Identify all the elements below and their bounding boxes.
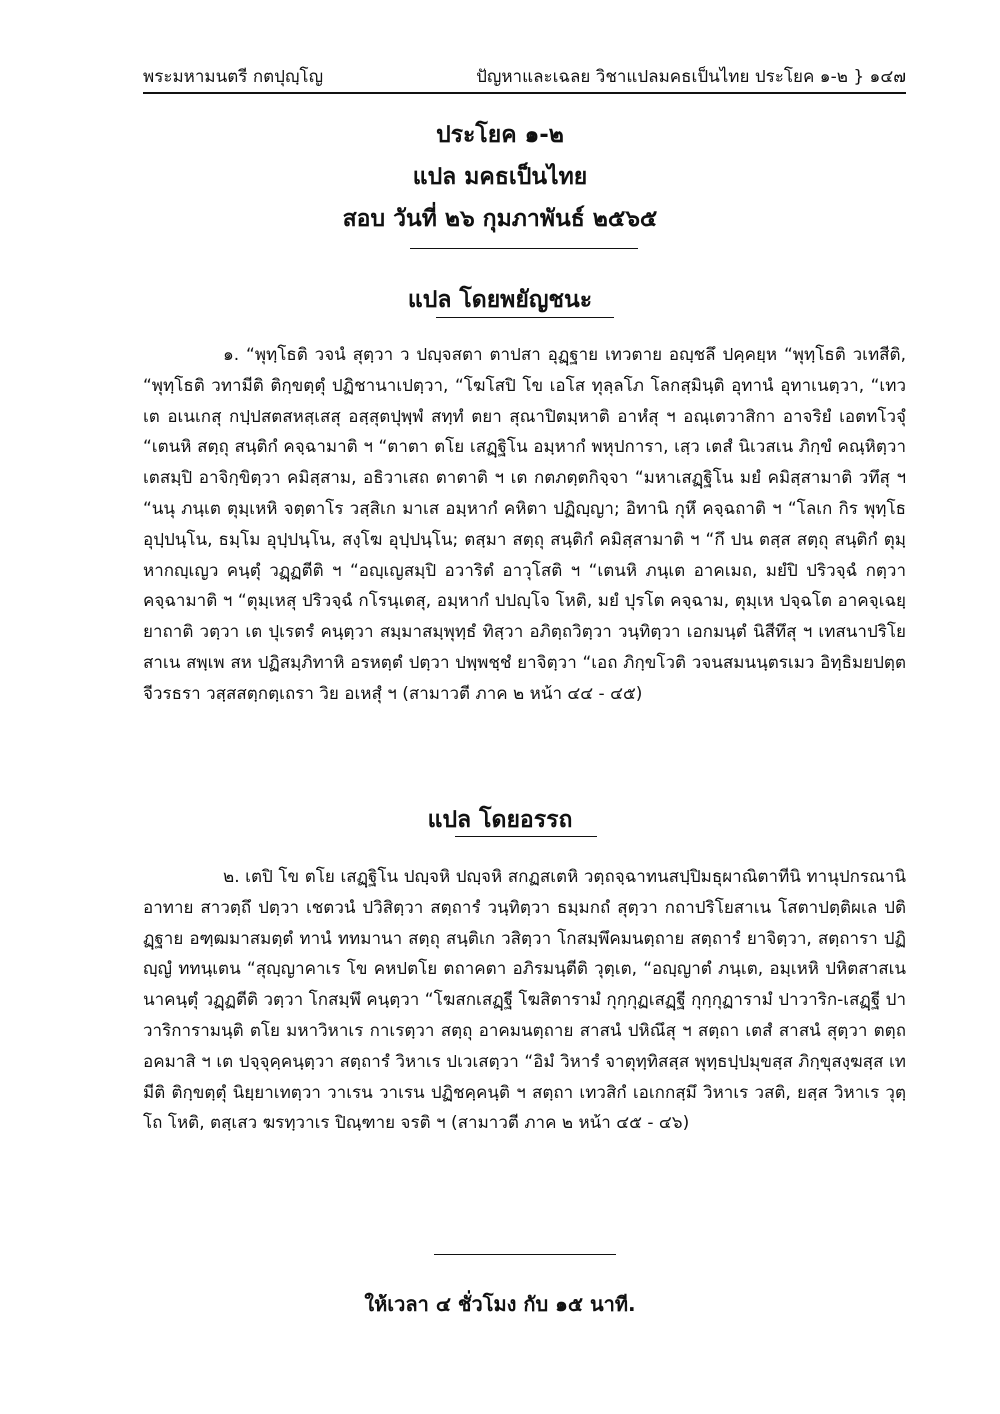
section-heading-meaning: แปล โดยอรรถ bbox=[427, 807, 573, 833]
exam-title bbox=[0, 114, 1000, 240]
footer-divider bbox=[434, 1254, 616, 1255]
section-heading-literal: แปล โดยพยัญชนะ bbox=[407, 287, 593, 313]
title-exam-date: สอบ วันที่ ๒๖ กุมภาพันธ์ ๒๕๖๕ bbox=[342, 206, 658, 232]
paragraph-literal: ๑. “พุทฺโธติ วจนํ สุตฺวา ว ปญฺจสตา ตาปสา อุฏฺฐาย เทวตาย อญฺชลึ ปคฺคยฺห “พุทฺโธติ วเทสีติ, “พุทฺโธติ วทามีติ ติกฺขตฺตุํ ปฏิชานาเปตฺวา, “โฆโสปิ โข เอโส ทุลฺลโภ โลกสฺมินฺติ อุทานํ อุทาเนตฺวา, “เทวเต อเนเกสุ กปฺปสตสหสฺเสสุ อสฺสุตปุพฺพํ สทฺทํ ตยา สุณาปิตมฺหาติ อาหํสุ ฯ อณฺเตวาสิกา อาจริยํ เอตทโวจุํ “เตนหิ สตฺถุ สนฺติกํ คจฺฉามาติ ฯ “ตาตา ตโย เสฏฺฐิโน อมฺหากํ พหุปการา, เสฺว เตสํ นิเวสเน ภิกฺขํ คณฺหิตฺวา เตสมฺปิ อาจิกฺขิตฺวา คมิสฺสาม, อธิวาเสถ ตาตาติ ฯ เต กตภตฺตกิจฺจา “มหาเสฏฺฐิโน มยํ คมิสฺสามาติ วทึสุ ฯ “นนุ ภนฺเต ตุมฺเหหิ จตฺตาโร วสฺสิเก มาเส อมฺหากํ คหิตา ปฏิญฺญา; อิทานิ กุหึ คจฺฉถาติ ฯ “โลเก กิร พุทฺโธ อุปฺปนฺโน, ธมฺโม อุปฺปนฺโน, สงฺโฆ อุปฺปนฺโน; ตสฺมา สตฺถุ สนฺติกํ คมิสฺสามาติ ฯ “กึ ปน ตสฺส สตฺถุ สนฺติกํ ตุมฺหากญฺเญว คนฺตุํ วฏฺฏตีติ ฯ “อญฺเญสมฺปิ อวาริตํ อาวุโสติ ฯ “เตนหิ ภนฺเต อาคเมถ, มยํปิ ปริวจฺฉํ กตฺวา คจฺฉามาติ ฯ “ตุมฺเหสุ ปริวจฺฉํ กโรนฺเตสุ, อมฺหากํ ปปญฺโจ โหติ, มยํ ปุรโต คจฺฉาม, ตุมฺเห ปจฺฉโต อาคจฺเฉยฺยาถาติ วตฺวา เต ปุเรตรํ คนฺตฺวา สมฺมาสมฺพุทฺธํ ทิสฺวา อภิตฺถวิตฺวา วนฺทิตฺวา เอกมนฺตํ นิสีทึสุ ฯ เทสนาปริโยสาเน สพฺเพ สห ปฏิสมฺภิทาหิ อรหตฺตํ ปตฺวา ปพฺพชฺชํ ยาจิตฺวา “เอถ ภิกฺขโวติ วจนสมนนฺตรเมว อิทฺธิมยปตฺตจีวรธรา วสฺสสตฺกตฺเถรา วิย อเหสุํ ฯ (สามาวตี ภาค ๒ หน้า ๔๔ - ๔๕) bbox=[143, 345, 906, 704]
running-header bbox=[143, 66, 906, 94]
title-subject: แปล มคธเป็นไทย bbox=[412, 164, 588, 190]
title-underline bbox=[410, 248, 638, 249]
title-level: ประโยค ๑-๒ bbox=[436, 122, 564, 148]
section-heading-meaning-underline bbox=[455, 836, 597, 837]
header-book-page: ปัญหาและเฉลย วิชาแปลมคธเป็นไทย ประโยค ๑-๒ } ๑๔๗ bbox=[476, 67, 906, 87]
header-author: พระมหามนตรี กตปุญฺโญ bbox=[143, 67, 324, 87]
paragraph-meaning: ๒. เตปิ โข ตโย เสฏฺฐิโน ปญฺจหิ ปญฺจหิ สกฏสเตหิ วตฺถจฺฉาทนสปฺปิมธุผาณิตาทีนิ ทานุปกรณานิ อาทาย สาวตฺถึ ปตฺวา เชตวนํ ปวิสิตฺวา สตฺถารํ วนฺทิตฺวา ธมฺมกถํ สุตฺวา กถาปริโยสาเน โสตาปตฺติผเล ปติฏฺฐาย อฑฺฒมาสมตฺตํ ทานํ ททมานา สตฺถุ สนฺติเก วสิตฺวา โกสมฺพึคมนตฺถาย สตฺถารํ ยาจิตฺวา, สตฺถารา ปฏิญฺญํ ททนฺเตน “สุญฺญาคาเร โข คหปตโย ตถาคตา อภิรมนฺตีติ วุตฺเต, “อญฺญาตํ ภนฺเต, อมฺเหหิ ปหิตสาสเนนาคนฺตุํ วฏฺฏตีติ วตฺวา โกสมฺพึ คนฺตฺวา “โฆสกเสฏฺฐี โฆสิตารามํ กุกฺกุฏเสฏฺฐี กุกฺกุฏารามํ ปาวาริก-เสฏฺฐี ปาวาริการามนฺติ ตโย มหาวิหาเร กาเรตฺวา สตฺถุ อาคมนตฺถาย สาสนํ ปหิณึสุ ฯ สตฺถา เตสํ สาสนํ สุตฺวา ตตฺถ อคมาสิ ฯ เต ปจฺจุคฺคนฺตฺวา สตฺถารํ วิหาเร ปเวเสตฺวา “อิมํ วิหารํ จาตุทฺทิสสฺส พุทฺธปฺปมุขสฺส ภิกฺขุสงฺฆสฺส เทมีติ ติกฺขตฺตุํ นิยฺยาเทตฺวา วาเรน วาเรน ปฏิชคฺคนฺติ ฯ สตฺถา เทวสิกํ เอเกกสฺมึ วิหาเร วสติ, ยสฺส วิหาเร วุตฺโถ โหติ, ตสฺเสว ฆรทฺวาเร ปิณฺฑาย จรติ ฯ (สามาวตี ภาค ๒ หน้า ๔๕ - ๔๖) bbox=[143, 867, 906, 1134]
section-heading-literal-underline bbox=[436, 317, 614, 318]
time-allowed-note: ให้เวลา ๔ ชั่วโมง กับ ๑๕ นาที. bbox=[364, 1292, 636, 1316]
